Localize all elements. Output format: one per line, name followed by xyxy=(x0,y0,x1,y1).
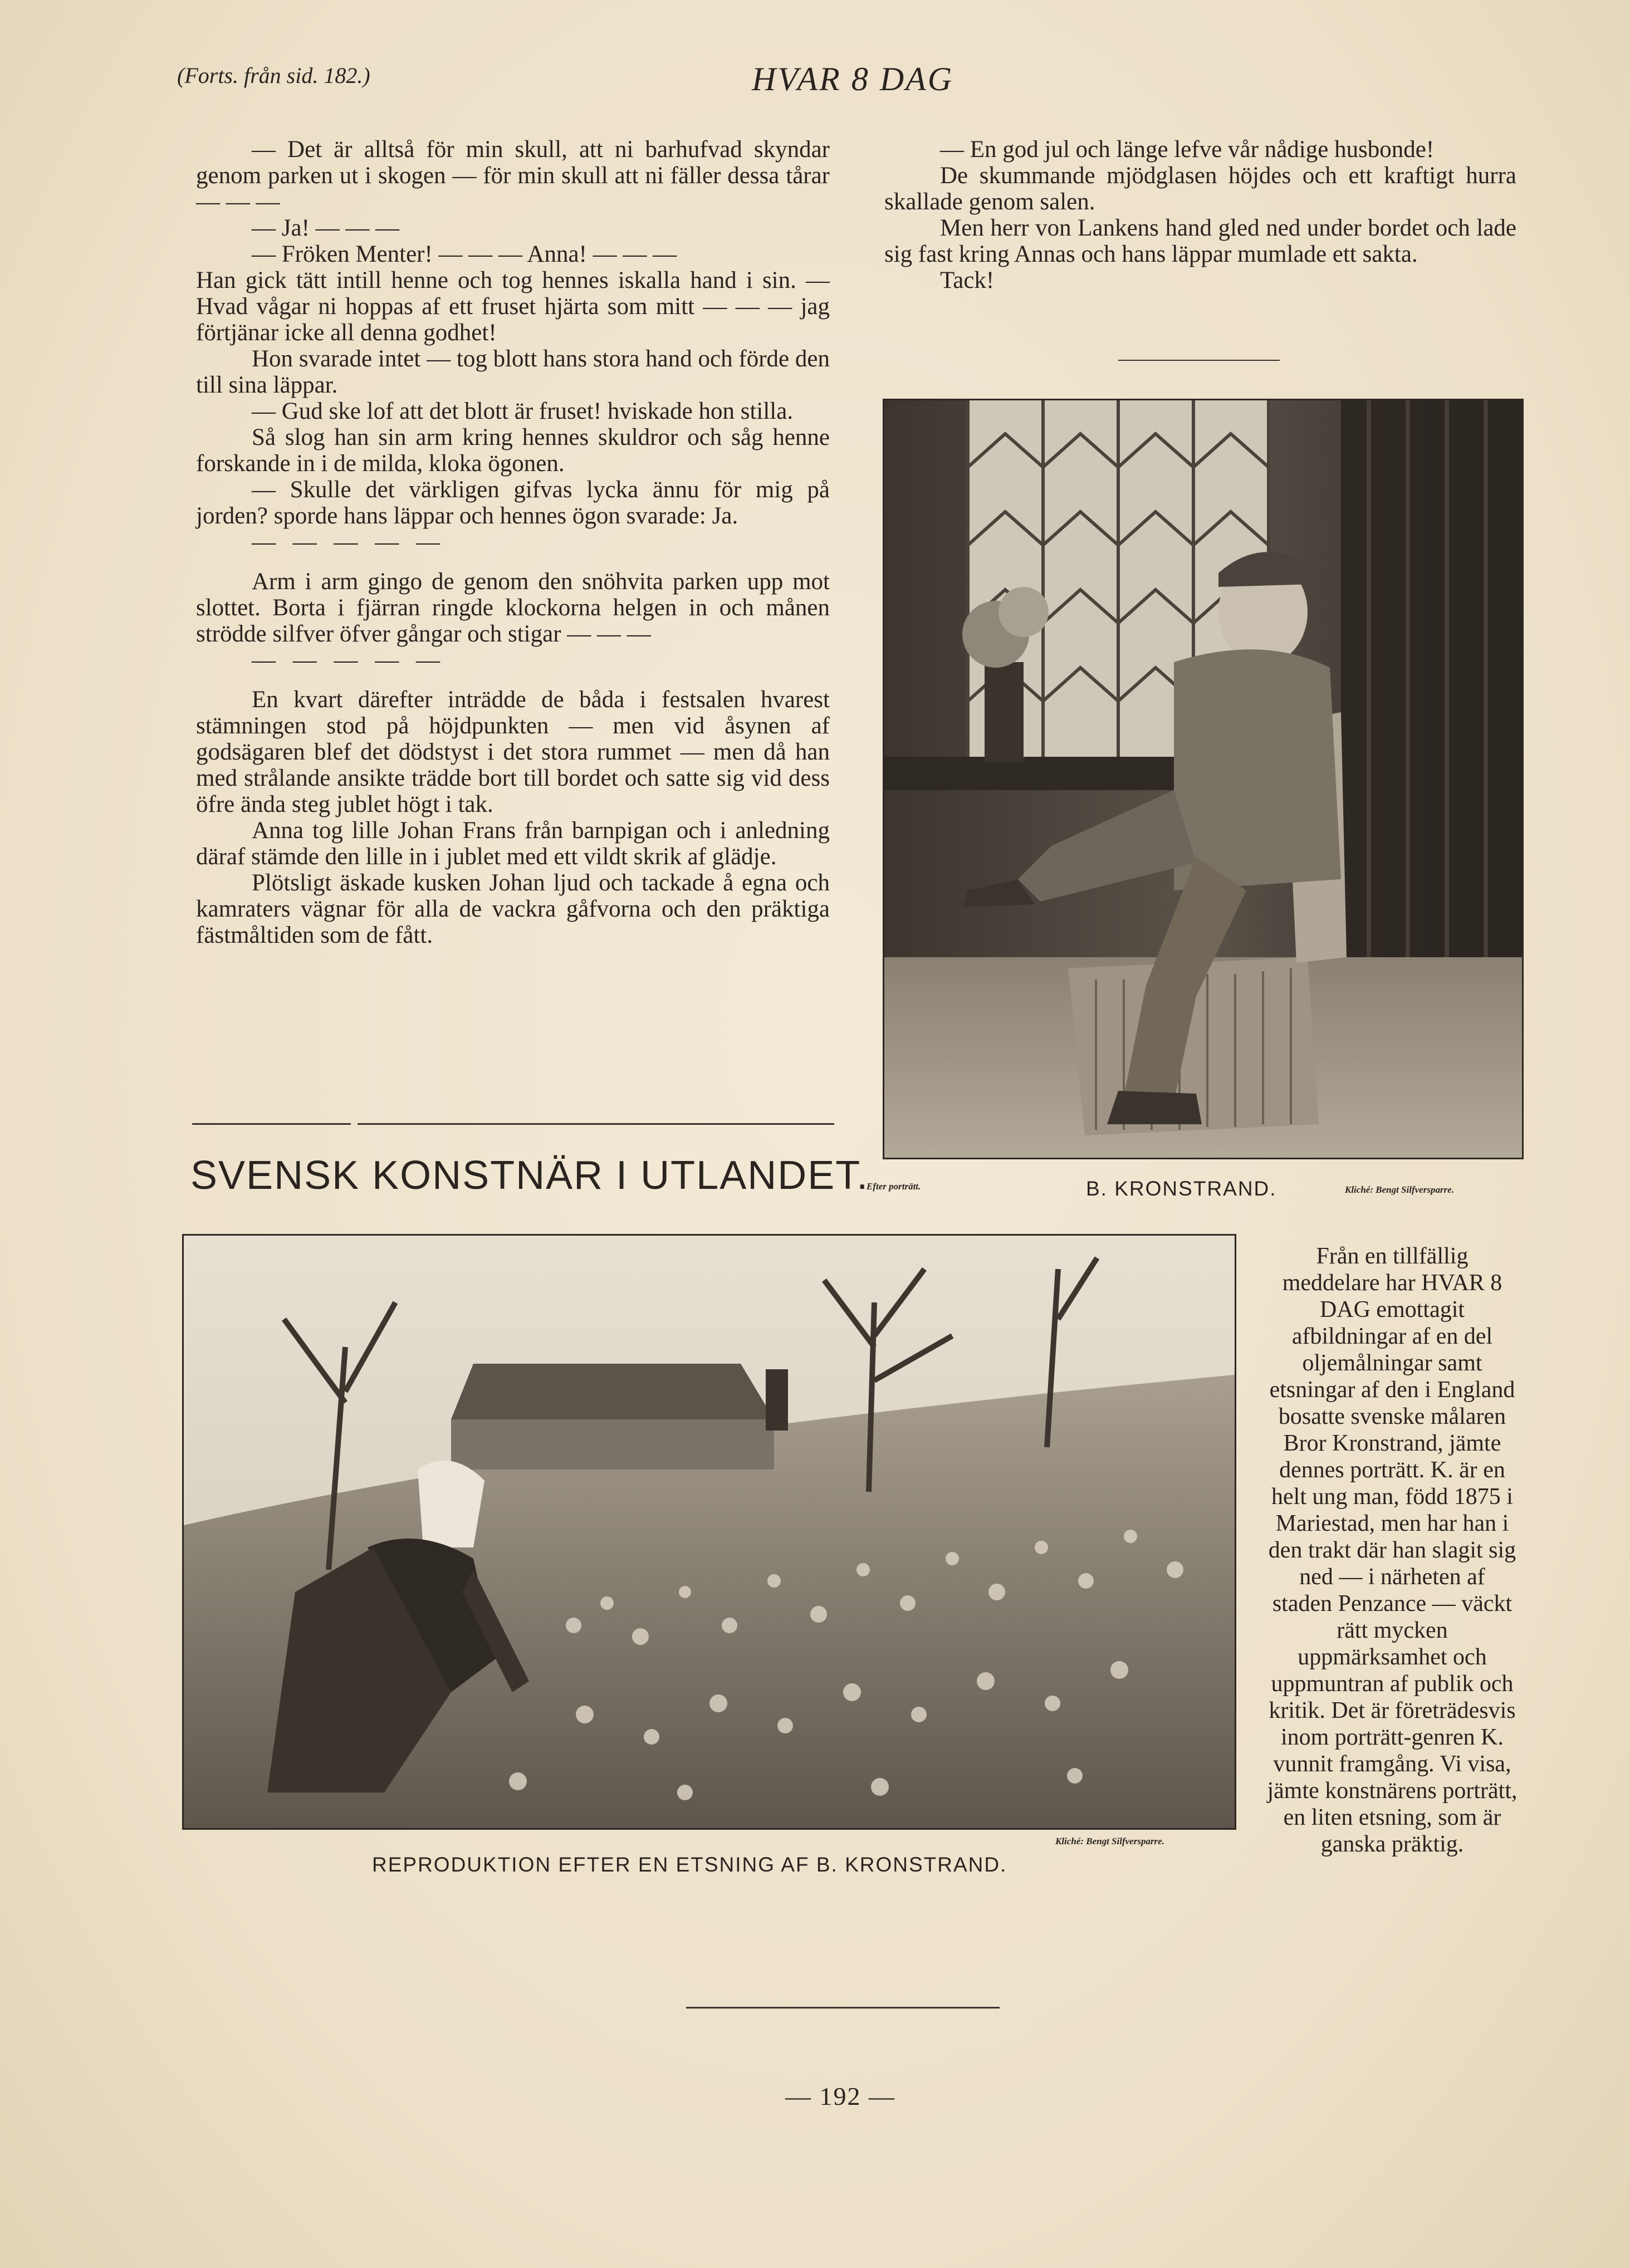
bottom-rule xyxy=(686,2007,1000,2009)
section-title: SVENSK KONSTNÄR I UTLANDET. xyxy=(190,1153,869,1198)
portrait-credit-right: Kliché: Bengt Silfversparre. xyxy=(1345,1184,1454,1195)
section-rule-right xyxy=(358,1123,834,1125)
paragraph: — Gud ske lof att det blott är fruset! hviskade hon stilla. xyxy=(252,398,794,424)
page-number: — 192 — xyxy=(785,2082,895,2110)
paragraph: Så slog han sin arm kring hennes skuldror och såg henne forskande in i de milda, kloka ögonen. xyxy=(196,424,830,477)
continuation-note: (Forts. från sid. 182.) xyxy=(177,63,370,88)
paragraph: De skummande mjödglasen höjdes och ett kraftigt hurra skallade genom salen. xyxy=(884,163,1516,215)
paragraph: — Skulle det värkligen gifvas lycka ännu för mig på jorden? sporde hans läppar och hennes ögon svarade: Ja. xyxy=(196,477,830,529)
etching-image-frame xyxy=(182,1234,1236,1830)
etching-credit: Kliché: Bengt Silfversparre. xyxy=(1055,1836,1164,1846)
section-break: — — — — — xyxy=(252,529,446,555)
section-rule-left xyxy=(192,1123,351,1125)
section-break: — — — — — xyxy=(252,647,446,673)
paragraph: Men herr von Lankens hand gled ned under bordet och lade sig fast kring Annas och hans läppar mumlade ett sakta. xyxy=(884,215,1516,267)
portrait-caption: B. KRONSTRAND. xyxy=(1086,1177,1277,1200)
story-column-right xyxy=(884,136,1516,293)
paragraph: Anna tog lille Johan Frans från barnpigan och i anledning däraf stämde den lille in i jublet med ett vildt skrik af glädje. xyxy=(196,817,830,870)
paragraph: — Ja! — — — xyxy=(252,215,400,241)
etching-image xyxy=(184,1236,1235,1828)
paragraph: — Fröken Menter! — — — Anna! — — — xyxy=(252,241,677,267)
portrait-credit-left: Efter porträtt. xyxy=(867,1181,921,1192)
paragraph: Från en tillfällig meddelare har HVAR 8 DAG emottagit afbildningar af en del oljemålningar samt etsningar af den i England bosatte svenske målaren Bror Kronstrand, jämte dennes porträtt. K. är en helt ung man, född 1875 i Mariestad, men har han i den trakt där han slagit sig ned — i närheten af staden Penzance — väckt rätt mycken uppmärksamhet och uppmuntran af publik och kritik. Det är företrädesvis inom porträtt-genren K. vunnit framgång. Vi visa, jämte konstnärens porträtt, en liten etsning, som är ganska präktig. xyxy=(1267,1243,1518,1857)
etching-caption: REPRODUKTION EFTER EN ETSNING AF B. KRONSTRAND. xyxy=(372,1853,1007,1876)
paragraph: — Det är alltså för min skull, att ni barhufvad skyndar genom parken ut i skogen — för min skull att ni fäller dessa tårar — — — xyxy=(196,136,830,215)
portrait-photo xyxy=(883,399,1524,1159)
paragraph: En kvart därefter inträdde de båda i festsalen hvarest stämningen stod på höjdpunkten — men vid åsynen af godsägaren blef det dödstyst i det stora rummet — men då han med strålande ansikte trädde bort till bordet och satte sig vid dess öfre ända steg jublet högt i tak. xyxy=(196,687,830,817)
paragraph: Plötsligt äskade kusken Johan ljud och tackade å egna och kamraters vägnar för alla de vackra gåfvorna och den präktiga fästmåltiden som de fått. xyxy=(196,870,830,948)
story-column-left xyxy=(196,136,830,948)
paragraph: — En god jul och länge lefve vår nådige husbonde! xyxy=(940,136,1435,163)
paragraph: Han gick tätt intill henne och tog hennes iskalla hand i sin. — Hvad vågar ni hoppas af ett fruset hjärta som mitt — — — jag förtjänar icke all denna godhet! xyxy=(196,267,830,346)
sidebar-article xyxy=(1267,1243,1518,1858)
end-rule xyxy=(1118,360,1280,361)
paragraph: Tack! xyxy=(940,267,995,293)
portrait-image xyxy=(884,400,1522,1158)
magazine-title: HVAR 8 DAG xyxy=(752,61,954,97)
paragraph: Hon svarade intet — tog blott hans stora hand och förde den till sina läppar. xyxy=(196,346,830,398)
paragraph: Arm i arm gingo de genom den snöhvita parken upp mot slottet. Borta i fjärran ringde klockorna helgen in och månen strödde silfver öfver gångar och stigar — — — xyxy=(196,569,830,647)
